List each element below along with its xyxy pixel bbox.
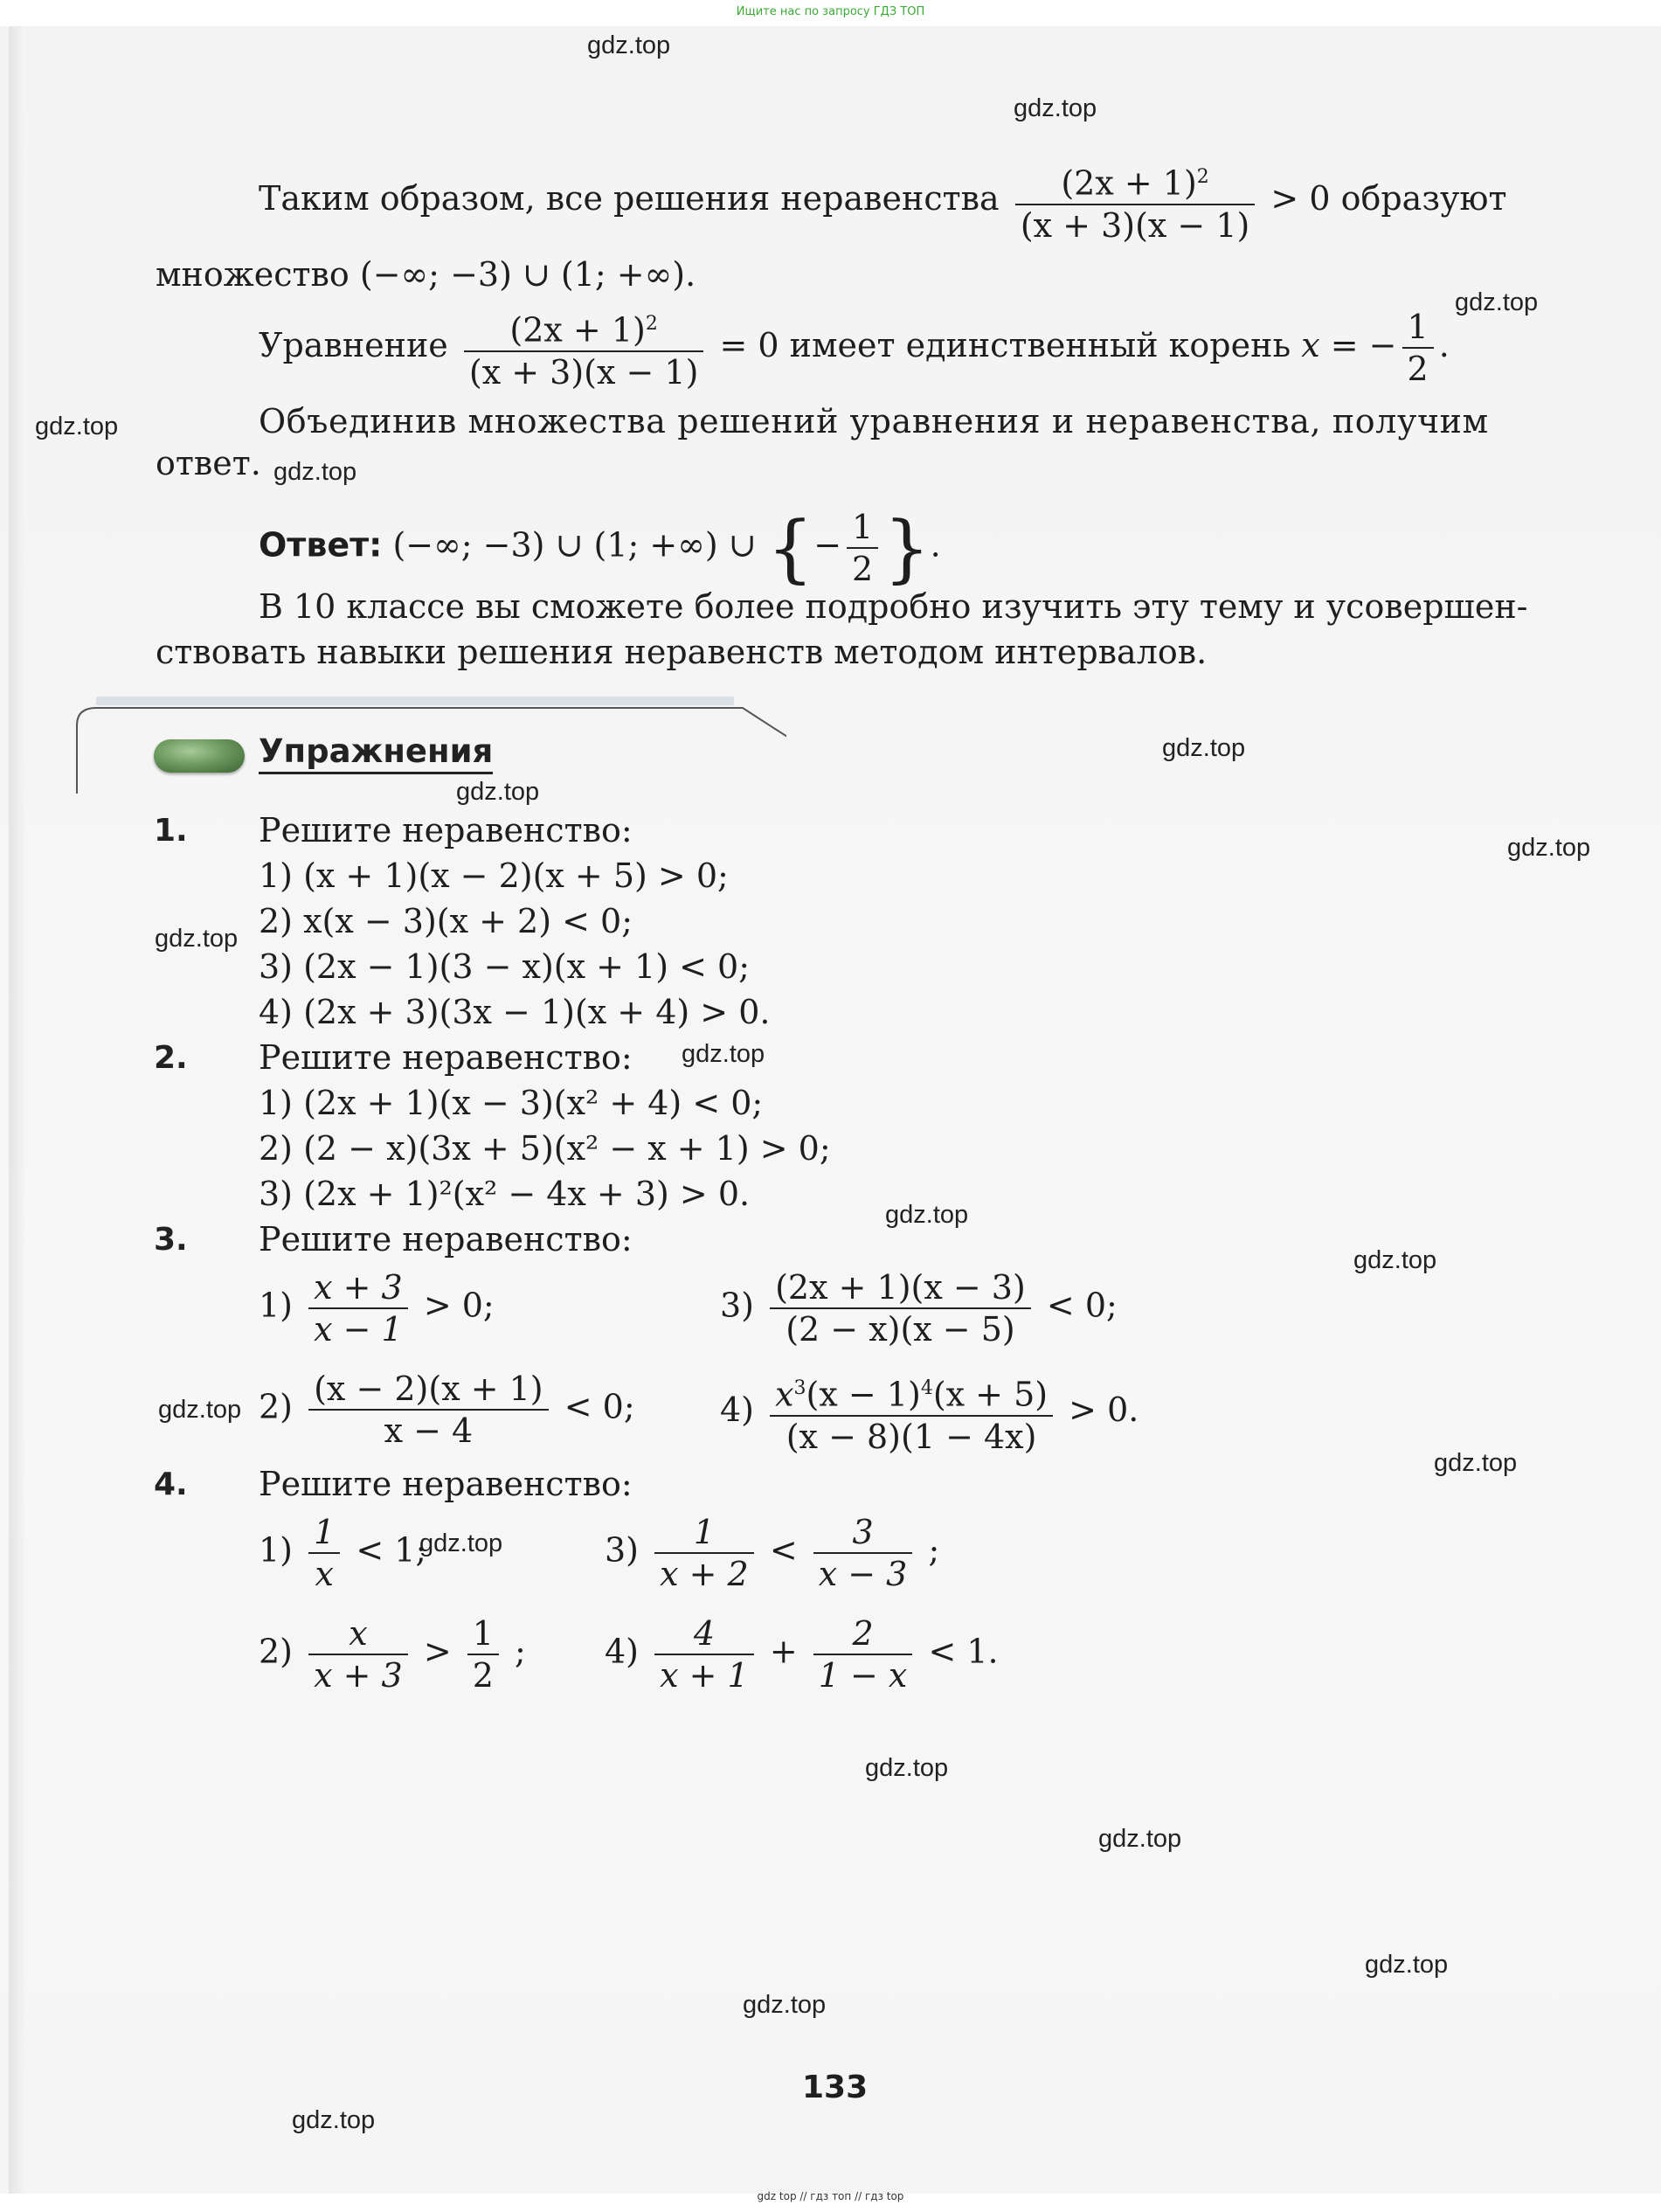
exercise-3-number: 3. [154,1222,188,1258]
watermark: gdz.top [273,458,357,486]
exercise-1-prompt: Решите неравенство: [259,811,633,849]
item-label: 4) [605,1632,640,1671]
exercise-1-item: 4) (2x + 3)(3x − 1)(x + 4) > 0. [259,993,771,1031]
item-label: 4) [720,1390,755,1429]
operator: > [423,1632,452,1671]
para3-line2: ответ. [156,444,261,482]
fraction: $\frac{(2x + 1)(x - 3)}{(2 - x)(x - 5)}$ [770,1267,1031,1349]
para2-var: x [1301,325,1320,364]
exercise-1-item: 2) x(x − 3)(x + 2) < 0; [259,902,633,940]
answer-label: Ответ: [259,525,383,565]
exercise-3-item-1 [259,1267,495,1349]
brace-close: } [883,505,931,591]
para2-root-den: 2 [1407,350,1429,389]
para2-frac-num: $(2x + 1)^2$ [464,304,704,352]
item-tail: > 0. [1069,1390,1139,1429]
exercises-heading: Упражнения [259,732,493,770]
para1-line2: множество (−∞; −3) ∪ (1; +∞). [156,255,696,294]
item-tail: < 0; [564,1387,635,1426]
fraction: $\frac{1}{x}$ [308,1512,340,1594]
para2-fraction [464,304,704,392]
watermark: gdz.top [456,778,540,806]
para2-root-num: 1 [1402,307,1434,349]
item-label: 3) [720,1286,755,1325]
answer-fraction [847,507,878,589]
fraction: $\frac{2}{1 - x}$ [813,1613,913,1695]
item-label: 1) [259,1530,294,1570]
item-tail: < 0; [1046,1286,1118,1325]
exercise-4-number: 4. [154,1467,188,1502]
watermark: gdz.top [1353,1246,1437,1274]
answer-sign: − [813,525,842,565]
item-tail: ; [515,1632,526,1671]
para2-eq: = − [1319,325,1397,364]
para4-line2: ствовать навыки решения неравенств методом интервалов. [156,633,1208,671]
page-number: 133 [802,2070,869,2105]
exercises-pill-icon [154,739,245,773]
exercise-2-number: 2. [154,1040,188,1076]
item-label: 1) [259,1286,294,1325]
para4-line1: В 10 классе вы сможете более подробно изучить эту тему и усовершен- [259,587,1528,626]
fraction: $\frac{x + 3}{x - 1}$ [308,1267,408,1349]
page-edge-shadow [9,26,24,2194]
exercise-4-prompt: Решите неравенство: [259,1465,633,1503]
watermark: gdz.top [1162,734,1246,762]
fraction: $\frac{4}{x + 1}$ [654,1613,754,1695]
bottom-banner[interactable]: gdz top // гдз топ // гдз top [757,2190,904,2202]
para2-frac-den: (x + 3)(x − 1) [468,352,699,392]
watermark: gdz.top [885,1201,969,1229]
para1-frac-den: (x + 3)(x − 1) [1020,205,1250,245]
para1-fraction [1015,157,1256,246]
exercise-4-item-4 [605,1613,999,1695]
para1-tail: > 0 образуют [1270,178,1507,218]
exercise-2-item: 2) (2 − x)(3x + 5)(x² − x + 1) > 0; [259,1129,831,1168]
brace-open: { [766,505,814,591]
para1-line1 [259,157,1507,246]
exercise-1-item: 3) (2x − 1)(3 − x)(x + 1) < 0; [259,947,751,986]
operator: + [769,1632,798,1671]
fraction: $\frac{1}{2}$ [467,1613,499,1695]
answer-line [259,507,941,589]
fraction: $\frac{(x - 2)(x + 1)}{x - 4}$ [308,1369,549,1451]
answer-set: (−∞; −3) ∪ (1; +∞) ∪ [392,525,757,565]
exercise-1-item: 1) (x + 1)(x − 2)(x + 5) > 0; [259,856,729,895]
watermark: gdz.top [682,1040,765,1068]
exercise-3-item-2 [259,1369,635,1451]
exercise-3-item-3 [720,1267,1118,1349]
para2-end: . [1438,325,1450,364]
exercise-4-item-1 [259,1512,426,1594]
item-label: 3) [605,1530,640,1570]
answer-frac-num: 1 [847,507,878,549]
para3-line1: Объединив множества решений уравнения и неравенства, получим [259,402,1489,440]
watermark: gdz.top [1098,1825,1182,1853]
exercise-4-item-3 [605,1512,939,1594]
watermark: gdz.top [1434,1449,1518,1477]
fraction: $\frac{x^3(x - 1)^4(x + 5)}{(x - 8)(1 - 4x)}$ [770,1369,1053,1457]
para2-root [1402,307,1434,389]
answer-frac-den: 2 [852,550,874,588]
para1-lead: Таким образом, все решения неравенства [259,178,1000,218]
fraction: $\frac{3}{x - 3}$ [813,1512,913,1594]
watermark: gdz.top [1455,288,1539,316]
watermark: gdz.top [587,31,671,59]
para2-line [259,304,1450,392]
watermark: gdz.top [743,1991,827,2019]
exercise-4-item-2 [259,1613,526,1695]
item-label: 2) [259,1387,294,1426]
para2-lead: Уравнение [259,325,448,364]
top-banner[interactable]: Ищите нас по запросу ГДЗ ТОП [736,5,925,18]
watermark: gdz.top [35,413,119,440]
item-tail: ; [928,1530,940,1570]
watermark: gdz.top [155,925,239,953]
exercise-3-prompt: Решите неравенство: [259,1220,633,1259]
item-label: 2) [259,1632,294,1671]
watermark: gdz.top [158,1396,242,1424]
exercise-1-number: 1. [154,813,188,849]
item-tail: < 1; [356,1530,427,1570]
exercise-2-item: 1) (2x + 1)(x − 3)(x² + 4) < 0; [259,1084,764,1122]
watermark: gdz.top [865,1754,949,1782]
operator: < [769,1530,798,1570]
exercise-2-item: 3) (2x + 1)²(x² − 4x + 3) > 0. [259,1175,751,1213]
answer-end: . [930,525,941,565]
watermark: gdz.top [419,1529,503,1557]
fraction: $\frac{x}{x + 3}$ [308,1613,408,1695]
fraction: $\frac{1}{x + 2}$ [654,1512,754,1594]
watermark: gdz.top [1365,1951,1449,1979]
watermark: gdz.top [1507,834,1591,862]
exercise-2-prompt: Решите неравенство: [259,1038,633,1077]
para1-frac-num: $(2x + 1)^2$ [1015,157,1256,205]
item-tail: > 0; [423,1286,495,1325]
item-tail: < 1. [928,1632,999,1671]
para2-mid: = 0 имеет единственный корень [719,325,1291,364]
watermark: gdz.top [292,2106,376,2134]
exercise-3-item-4 [720,1369,1138,1457]
watermark: gdz.top [1014,94,1097,122]
